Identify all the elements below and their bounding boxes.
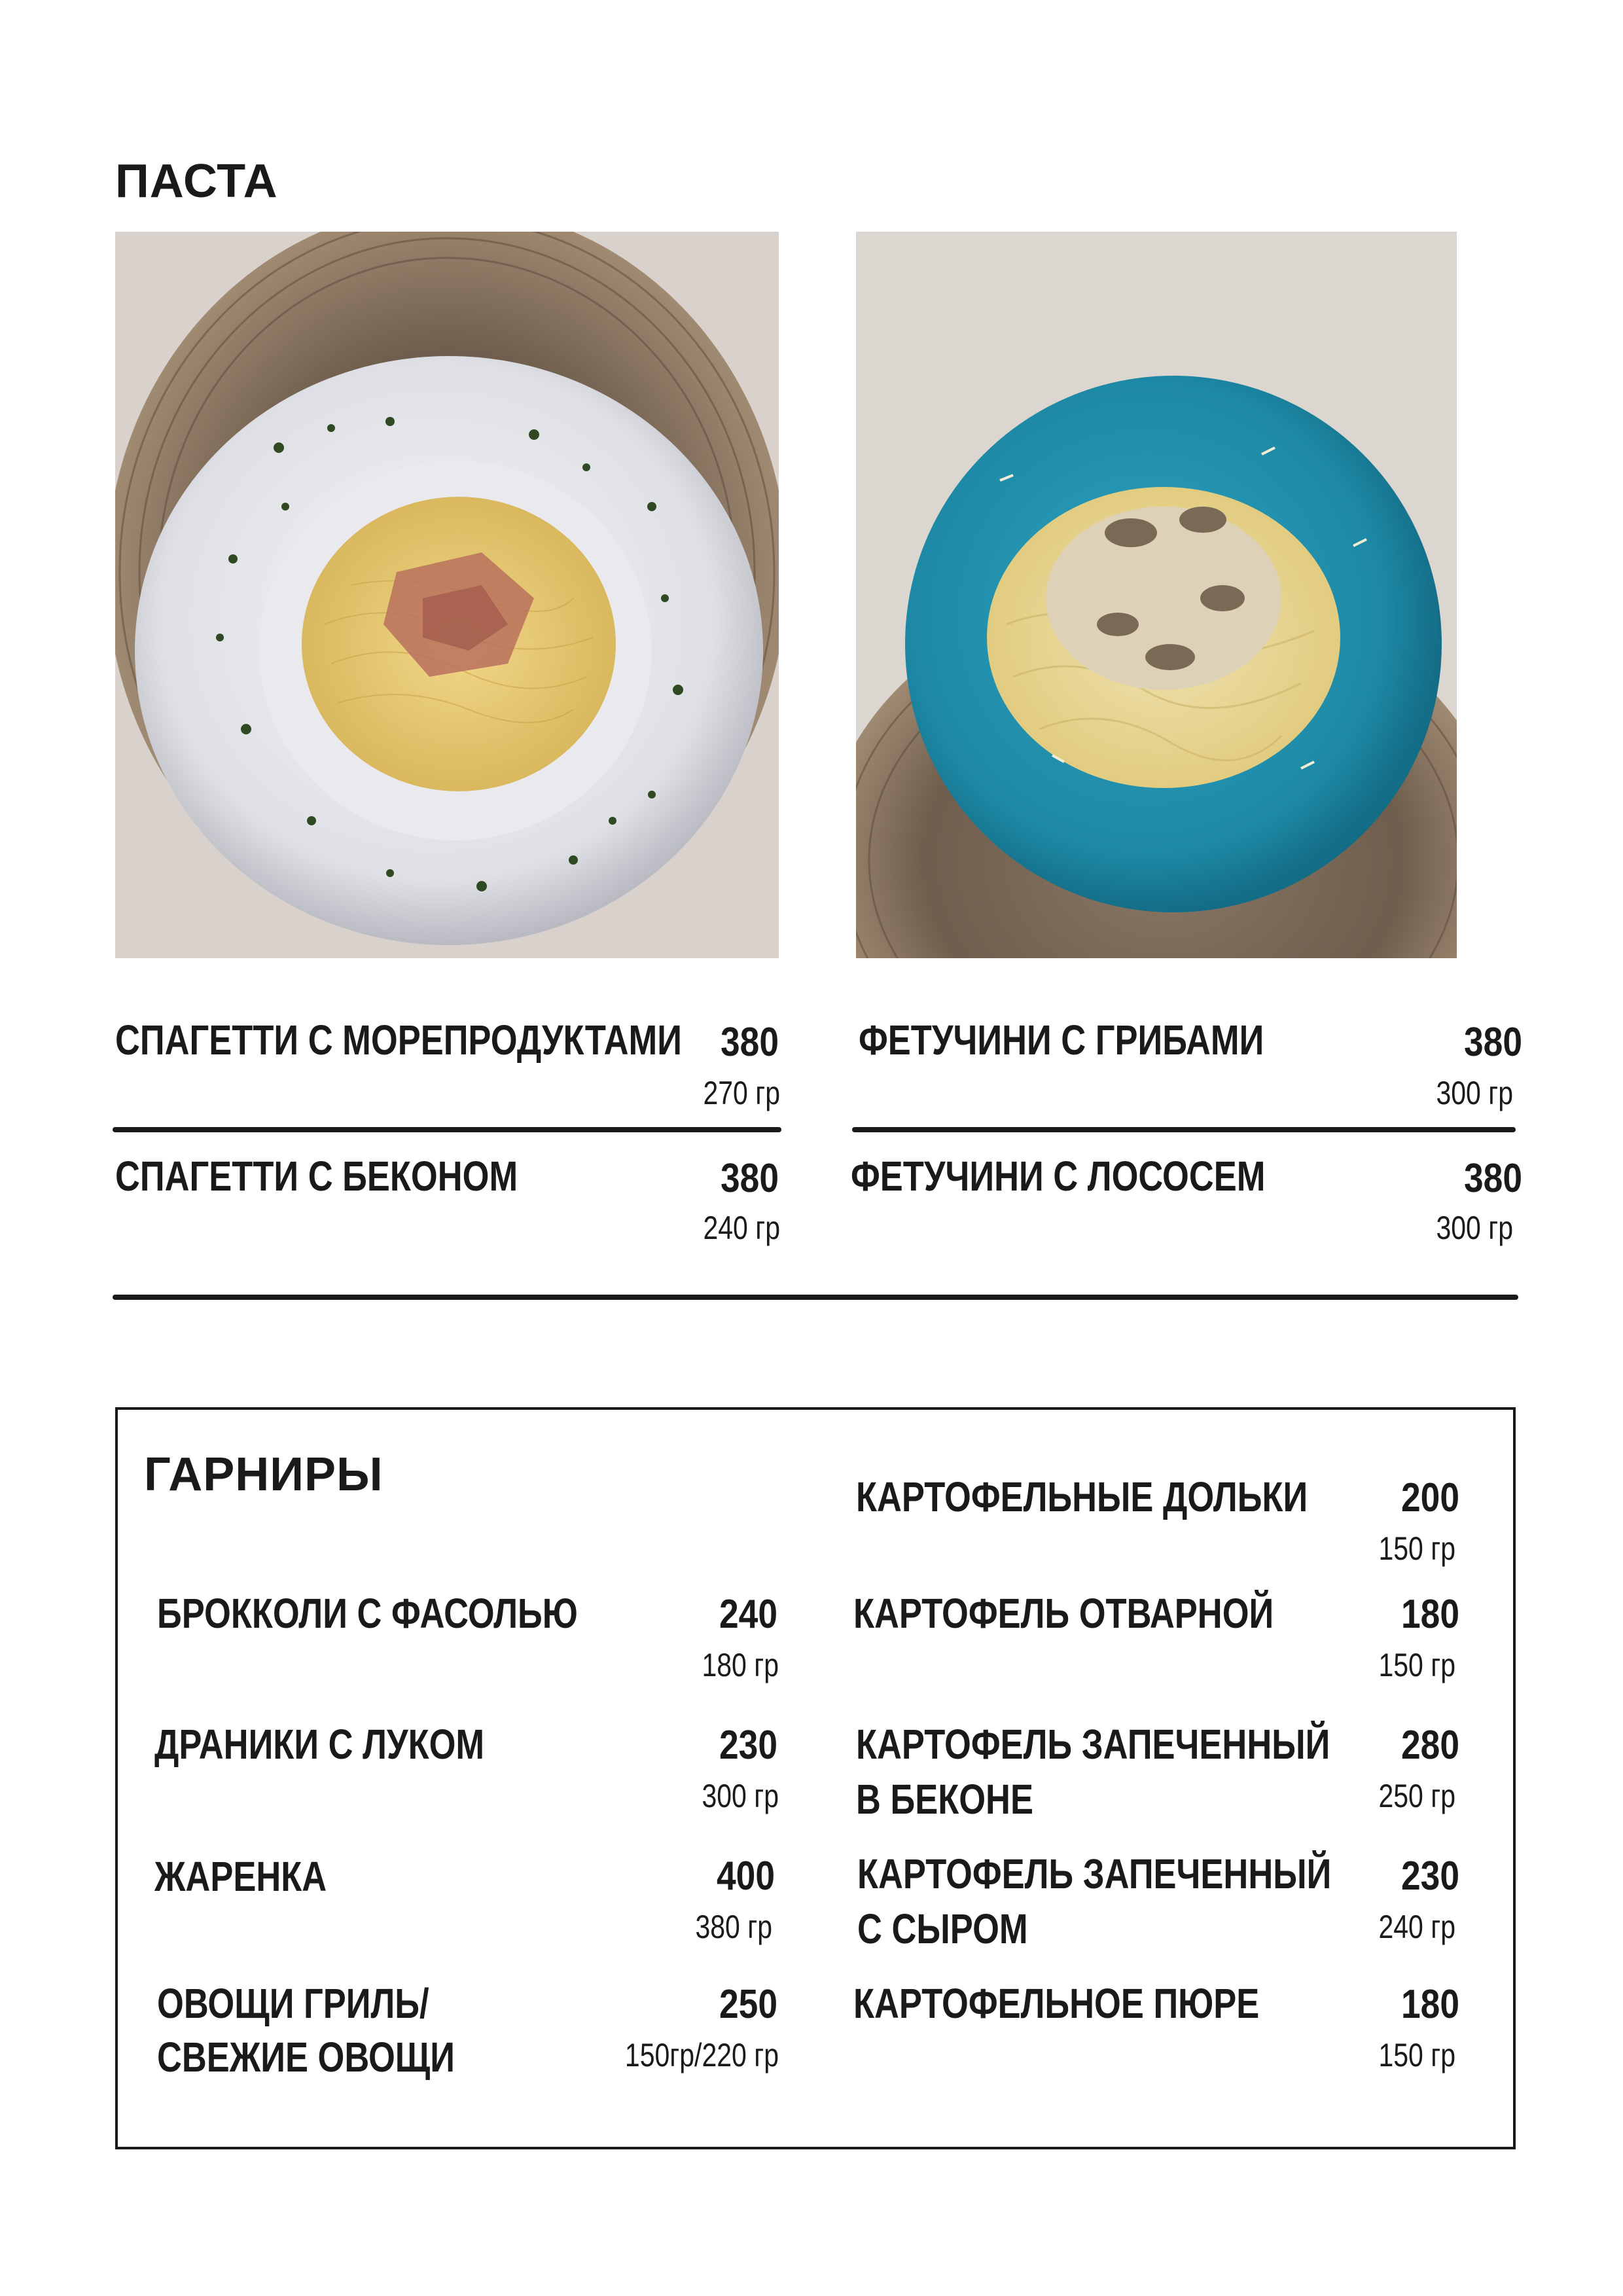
pasta-item-name: СПАГЕТТИ С МОРЕПРОДУКТАМИ [115,1016,682,1064]
pasta-item-name: СПАГЕТТИ С БЕКОНОМ [115,1153,518,1200]
garnish-item-weight: 150гр/220 гр [624,2037,779,2073]
pasta-bottom-divider [113,1295,1518,1300]
garnish-item-weight: 250 гр [1378,1778,1455,1814]
garnish-section-title: ГАРНИРЫ [144,1448,383,1501]
spaghetti-plate-photo [115,232,779,958]
garnish-item-name: КАРТОФЕЛЬ ОТВАРНОЙ [853,1590,1274,1637]
garnish-item-name: В БЕКОНЕ [856,1776,1033,1823]
fettuccine-plate-photo [856,232,1457,958]
pasta-item-weight: 300 гр [1436,1075,1513,1111]
pasta-item-weight: 240 гр [703,1210,780,1246]
garnish-item-weight: 180 гр [702,1647,779,1683]
garnish-item-price: 250 [719,1982,777,2027]
garnish-item-weight: 240 гр [1378,1909,1455,1945]
pasta-item-price: 380 [721,1020,779,1065]
garnish-item-weight: 150 гр [1378,1530,1455,1567]
garnish-item-name: ДРАНИКИ С ЛУКОМ [154,1721,485,1768]
garnish-item-name: КАРТОФЕЛЬ ЗАПЕЧЕННЫЙ [857,1850,1332,1897]
garnish-item-name: КАРТОФЕЛЬ ЗАПЕЧЕННЫЙ [856,1721,1330,1768]
pasta-item-weight: 300 гр [1436,1210,1513,1246]
pasta-section-title: ПАСТА [115,155,278,207]
garnish-item-name: СВЕЖИЕ ОВОЩИ [157,2034,455,2081]
pasta-item-price: 380 [721,1156,779,1201]
garnish-item-weight: 300 гр [702,1778,779,1814]
garnish-item-weight: 150 гр [1378,1647,1455,1683]
garnish-item-price: 180 [1401,1982,1459,2027]
garnish-item-price: 230 [1401,1854,1459,1899]
garnish-item-weight: 150 гр [1378,2037,1455,2073]
pasta-item-weight: 270 гр [703,1075,780,1111]
pasta-item-name: ФЕТУЧИНИ С ГРИБАМИ [859,1016,1264,1064]
garnish-item-price: 240 [719,1592,777,1637]
garnish-item-price: 280 [1401,1723,1459,1768]
garnish-item-name: КАРТОФЕЛЬНЫЕ ДОЛЬКИ [856,1473,1308,1520]
pasta-item-price: 380 [1464,1020,1522,1065]
garnish-item-name: БРОККОЛИ С ФАСОЛЬЮ [157,1590,578,1637]
pasta-divider [113,1127,781,1132]
garnish-item-price: 230 [719,1723,777,1768]
pasta-divider [852,1127,1516,1132]
garnish-item-price: 180 [1401,1592,1459,1637]
pasta-item-price: 380 [1464,1156,1522,1201]
garnish-item-name: ЖАРЕНКА [154,1853,327,1900]
garnish-item-name: ОВОЩИ ГРИЛЬ/ [157,1980,429,2027]
garnish-item-name: КАРТОФЕЛЬНОЕ ПЮРЕ [853,1980,1260,2027]
pasta-item-name: ФЕТУЧИНИ С ЛОСОСЕМ [851,1153,1266,1200]
garnish-item-weight: 380 гр [695,1909,772,1945]
garnish-item-price: 400 [717,1854,775,1899]
garnish-item-name: С СЫРОМ [857,1905,1028,1952]
garnish-item-price: 200 [1401,1475,1459,1520]
